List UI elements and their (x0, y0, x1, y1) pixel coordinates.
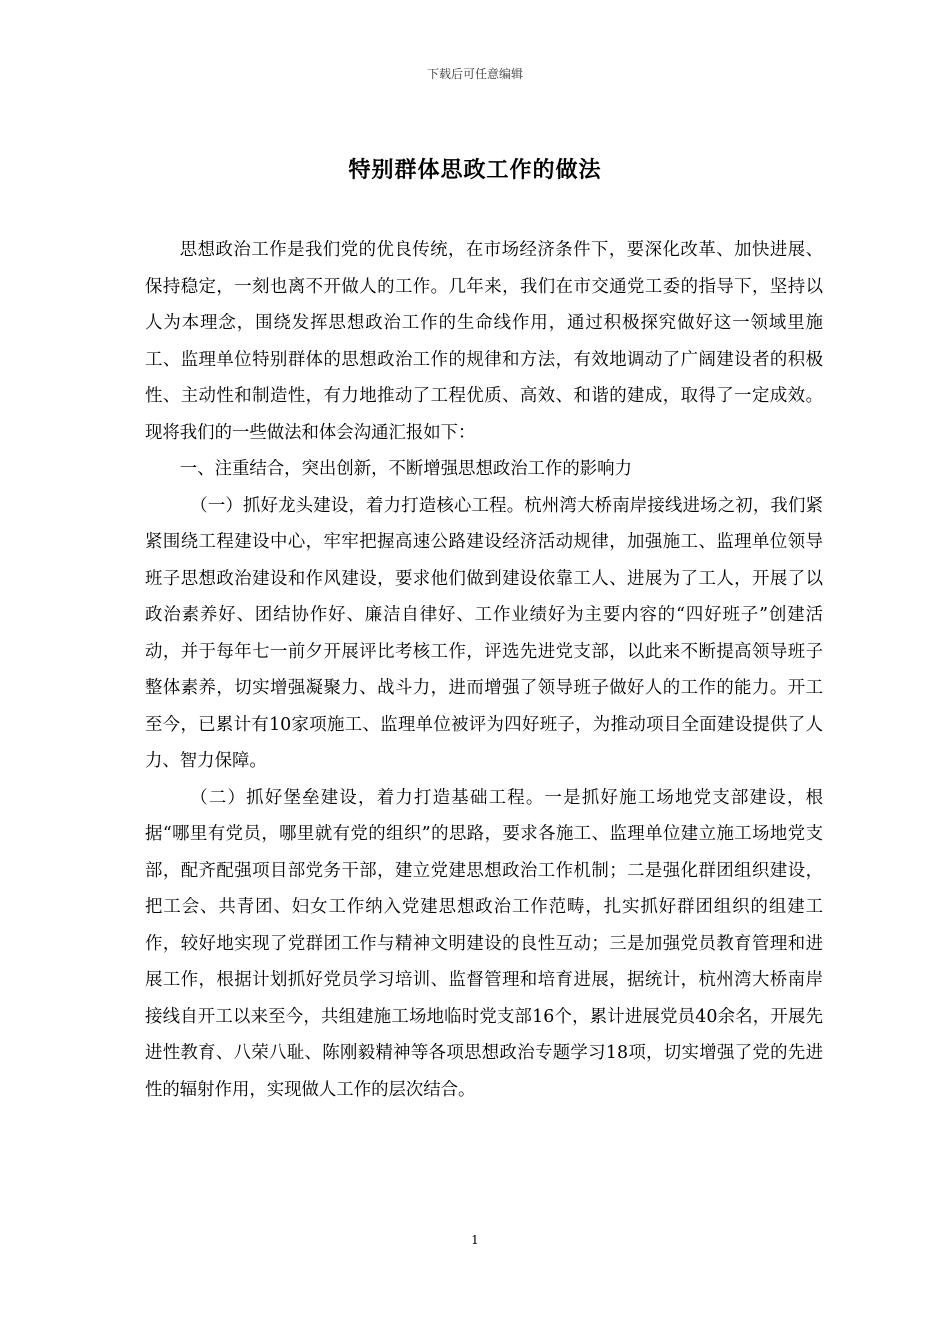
subsection-paragraph-1: （一）抓好龙头建设，着力打造核心工程。杭州湾大桥南岸接线进场之初，我们紧紧围绕工程建设中心，牢牢把握高速公路建设经济活动规律，加强施工、监理单位领导班子思想政治建设和作风建设，要求他们做到建设依靠工人、进展为了工人，开展了以政治素养好、团结协作好、廉洁自律好、工作业绩好为主要内容的“四好班子”创建活动，并于每年七一前夕开展评比考核工作，评选先进党支部，以此来不断提高领导班子整体素养，切实增强凝聚力、战斗力，进而增强了领导班子做好人的工作的能力。开工至今，已累计有10家项施工、监理单位被评为四好班子，为推动项目全面建设提供了人力、智力保障。 (145, 495, 823, 771)
document-body (145, 232, 823, 1108)
intro-paragraph: 思想政治工作是我们党的优良传统，在市场经济条件下，要深化改革、加快进展、保持稳定，一刻也离不开做人的工作。几年来，我们在市交通党工委的指导下，坚持以人为本理念，围绕发挥思想政治工作的生命线作用，通过积极探究做好这一领域里施工、监理单位特别群体的思想政治工作的规律和方法，有效地调动了广阔建设者的积极性、主动性和制造性，有力地推动了工程优质、高效、和谐的建成，取得了一定成效。现将我们的一些做法和体会沟通汇报如下： (145, 240, 823, 443)
subsection-paragraph-2: （二）抓好堡垒建设，着力打造基础工程。一是抓好施工场地党支部建设，根据“哪里有党员，哪里就有党的组织”的思路，要求各施工、监理单位建立施工场地党支部，配齐配强项目部党务干部，建立党建思想政治工作机制；二是强化群团组织建设，把工会、共青团、妇女工作纳入党建思想政治工作范畴，扎实抓好群团组织的组建工作，较好地实现了党群团工作与精神文明建设的良性互动；三是加强党员教育管理和进展工作，根据计划抓好党员学习培训、监督管理和培育进展，据统计，杭州湾大桥南岸接线自开工以来至今，共组建施工场地临时党支部16个，累计进展党员40余名，开展先进性教育、八荣八耻、陈刚毅精神等各项思想政治专题学习18项，切实增强了党的先进性的辐射作用，实现做人工作的层次结合。 (145, 787, 823, 1100)
page-number: 1 (471, 1233, 479, 1247)
page-header-note: 下载后可任意编辑 (426, 67, 523, 81)
document-title: 特别群体思政工作的做法 (348, 157, 602, 183)
section-heading-1: 一、注重结合，突出创新，不断增强思想政治工作的影响力 (179, 459, 632, 479)
